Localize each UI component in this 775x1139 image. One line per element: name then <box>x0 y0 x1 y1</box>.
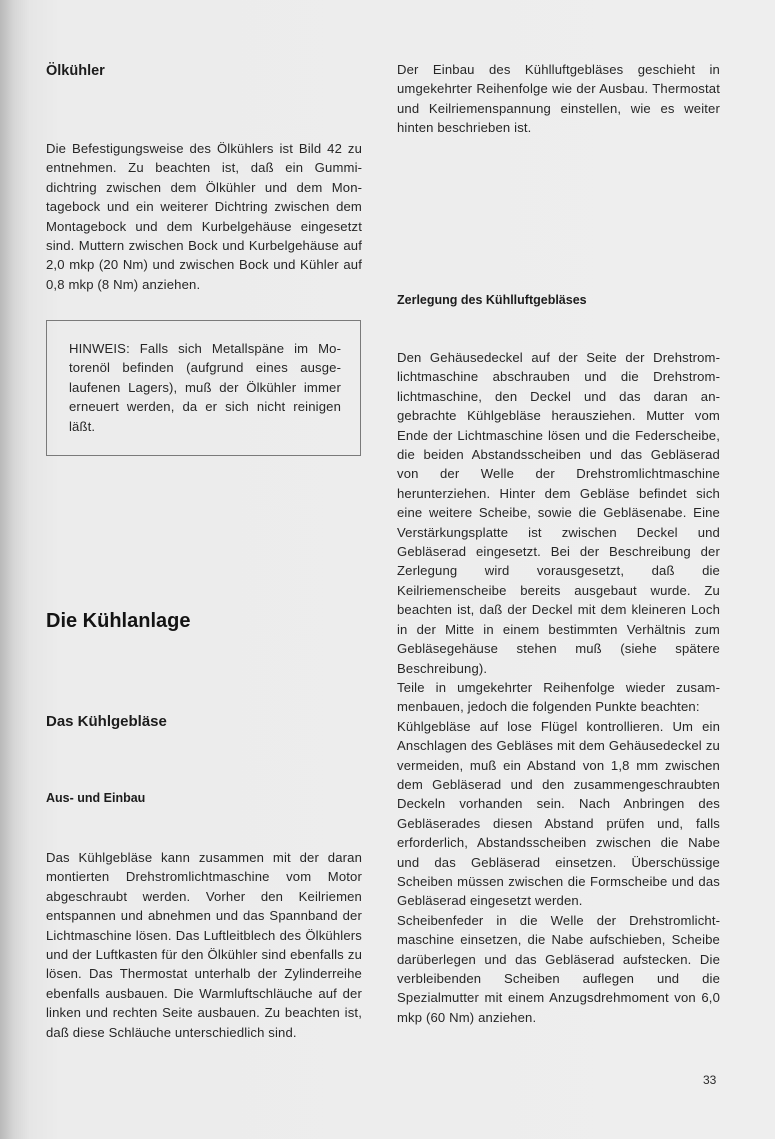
paragraph-zerlegung-3: Kühlgebläse auf lose Flügel kontrollieren. Um ein Anschlagen des Gebläses mit dem Gehäusedeckel zu vermeiden, muß ein Abstand von 1,8 mm zwischen dem Gebläserad und den zusammengeschraubten Deckeln vorhanden sein. Nach Anbringen des Gebläserades diesen Abstand prüfen und, falls erforderlich, Abstandsscheiben zwischen die Nabe und das Gebläserad einsetzen. Überschüssige Scheiben müssen zwischen die Formscheibe und das Gebläserad eingesetzt werden. <box>397 718 720 909</box>
aus-einbau-text-block <box>46 848 362 1042</box>
oelkuehler-text-block <box>46 139 362 294</box>
zerlegung-text-block <box>397 348 720 1027</box>
heading-oelkuehler: Ölkühler <box>46 63 105 79</box>
paragraph-zerlegung-1: Den Gehäusedeckel auf der Seite der Drehstromlichtmaschine abschrauben und die Drehstromlichtmaschine, den Deckel und das daran angebrachte Kühlgebläse herausziehen. Mutter vom Ende der Lichtmaschine lösen und die Federscheibe, die beiden Abstandsscheiben und das Gebläserad von der Welle der Drehstromlichtmaschine herunterziehen. Hinter dem Gebläse befindet sich eine weitere Scheibe, sowie die Gebläsenabe. Eine Verstärkungsplatte ist zwischen Deckel und Gebläserad eingesetzt. Bei der Beschreibung der Zerlegung wird vorausgesetzt, daß die Keilriemenscheibe bereits ausgebaut wurde. Zu beachten ist, daß der Deckel mit dem kleineren Loch in der Mitte in einem bestimmten Verhältnis zum Gebläsegehäuse stehen muß (siehe spätere Beschreibung). <box>397 350 720 676</box>
paragraph-oelkuehler: Die Befestigungsweise des Ölkühlers ist Bild 42 zu entnehmen. Zu beachten ist, daß ein Gummidichtring zwischen dem Ölkühler und dem Montagebock und ein weiterer Dichtring zwischen dem Montagebock und dem Kurbelgehäuse eingesetzt sind. Muttern zwischen Bock und Kurbelgehäuse auf 2,0 mkp (20 Nm) und zwischen Bock und Kühler auf 0,8 mkp (8 Nm) anziehen. <box>46 141 362 292</box>
intro-text-block <box>397 60 720 138</box>
section-title: Das Kühlgebläse <box>46 713 167 730</box>
chapter-title: Die Kühlanlage <box>46 610 191 632</box>
page-number: 33 <box>703 1073 717 1087</box>
heading-zerlegung: Zerlegung des Kühlluftgebläses <box>397 293 587 307</box>
note-text: HINWEIS: Falls sich Metallspäne im Motorenöl befinden (aufgrund eines ausgelaufenen Lagers), muß der Ölkühler immer erneuert werden, da er sich nicht reinigen läßt. <box>69 341 341 434</box>
paragraph-einbau: Der Einbau des Kühlluftgebläses geschieht in umgekehrter Reihenfolge wie der Ausbau. Thermostat und Keilriemenspannung einstellen, wie es weiter hinten beschrieben ist. <box>397 62 720 136</box>
paragraph-zerlegung-4: Scheibenfeder in die Welle der Drehstromlichtmaschine einsetzen, die Nabe aufschieben, Scheibe darüberlegen und das Gebläserad aufstecken. Die verbleibenden Scheiben auflegen und die Spezialmutter mit einem Anzugsdrehmoment von 6,0 mkp (60 Nm) anziehen. <box>397 912 720 1025</box>
paragraph-zerlegung-2: Teile in umgekehrter Reihenfolge wieder zusammenbauen, jedoch die folgenden Punkte beachten: <box>397 679 720 715</box>
note-box <box>46 320 361 456</box>
subsection-title: Aus- und Einbau <box>46 791 146 805</box>
paragraph-aus-einbau: Das Kühlgebläse kann zusammen mit der daran montierten Drehstromlichtmaschine vom Motor abgeschraubt werden. Vorher den Keilriemen entspannen und abnehmen und das Spannband der Lichtmaschine lösen. Das Luftleitblech des Ölkühlers und der Luftkasten für den Ölkühler sind ebenfalls zu lösen. Das Thermostat unterhalb der Zylinderreihe ebenfalls ausbauen. Die Warmluftschläuche auf der linken und rechten Seite ausbauen. Zu beachten ist, daß diese Schläuche unterschiedlich sind. <box>46 850 362 1040</box>
